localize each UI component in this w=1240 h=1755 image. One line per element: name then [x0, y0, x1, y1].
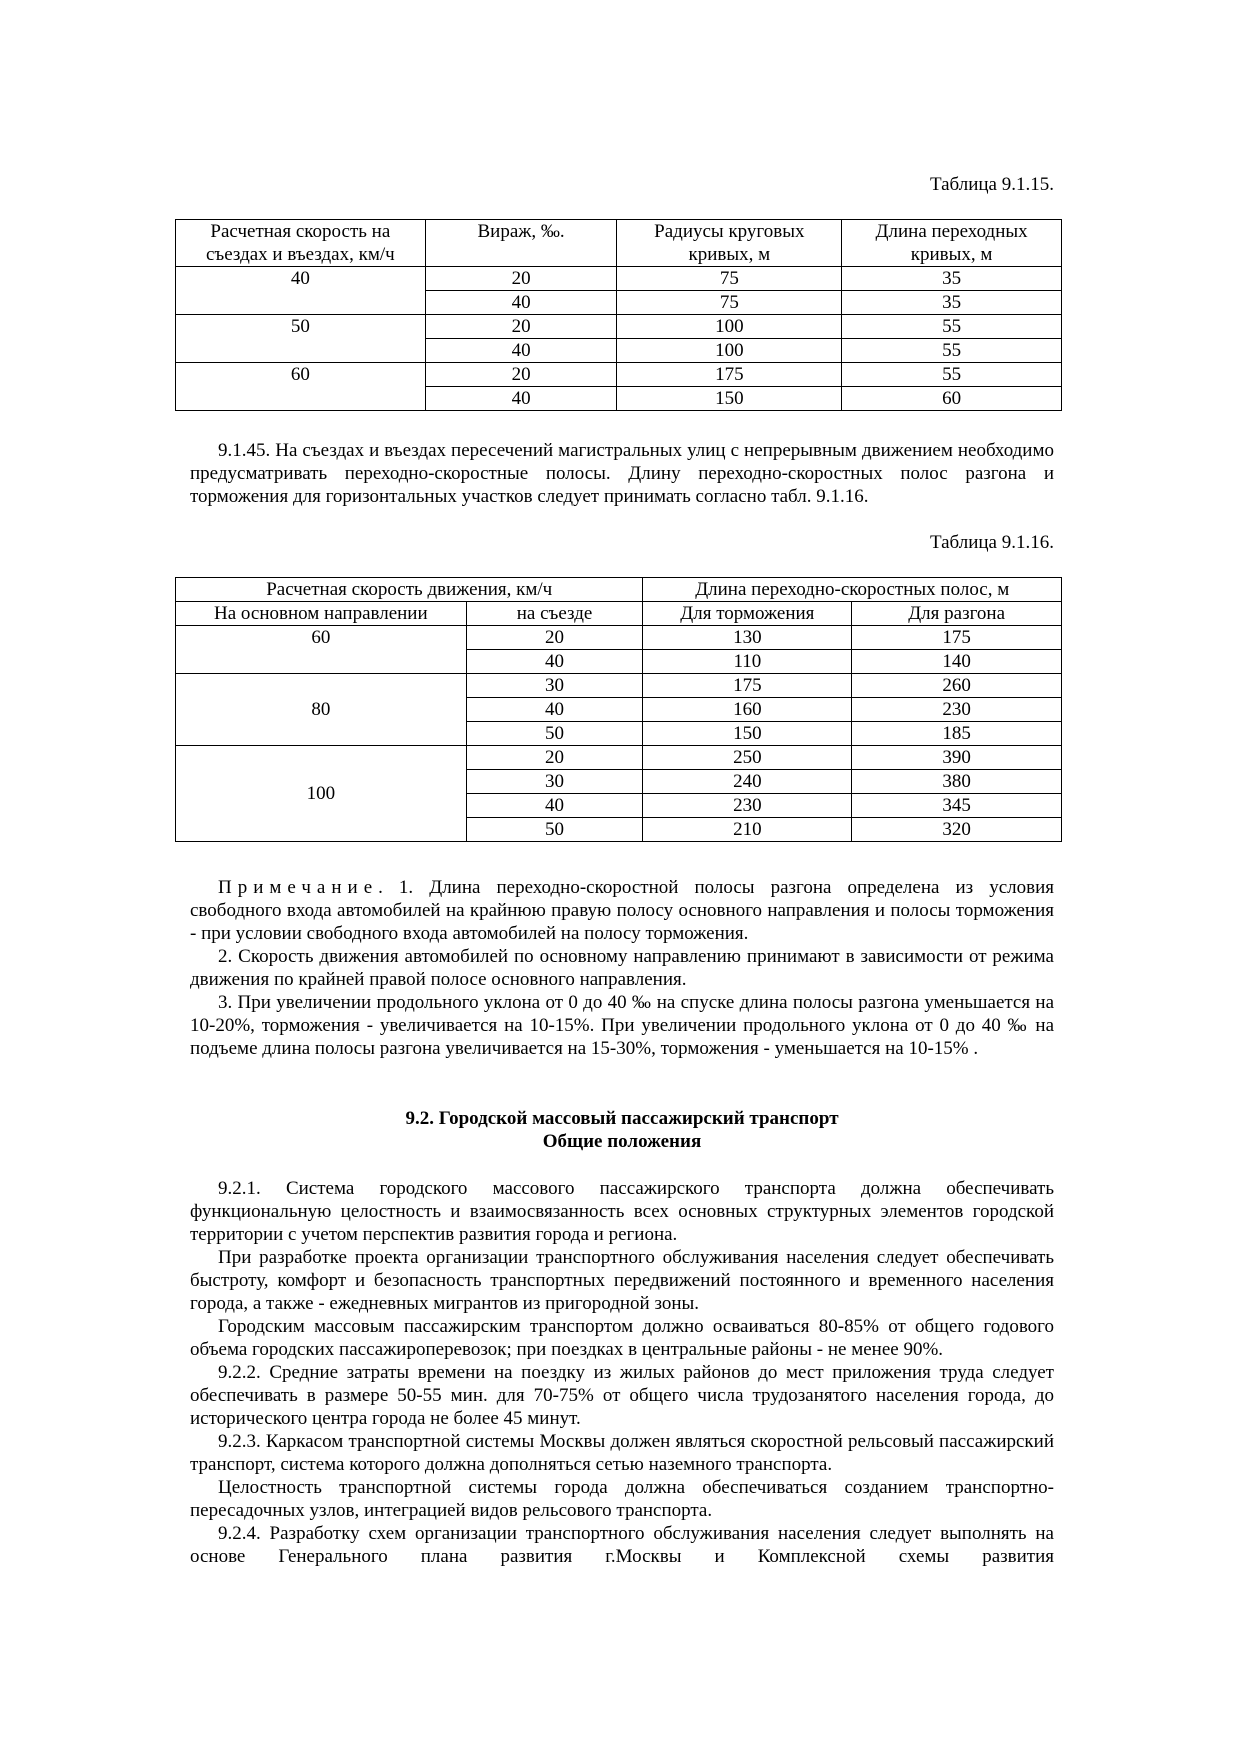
table-row: [176, 267, 1062, 291]
note-paragraph: 3. При увеличении продольного уклона от 0 до 40 ‰ на спуске длина полосы разгона уменьшается на 10-20%, торможения - увеличивается на 10-15%. При увеличении продольного уклона от 0 до 40 ‰ на подъеме длина полосы разгона увеличивается на 15-30%, торможения - уменьшается на 10-15% .: [190, 992, 1054, 1059]
speed-cell: 100: [176, 746, 467, 842]
table-cell: 185: [852, 722, 1062, 746]
table-row: [176, 363, 1062, 387]
section-subtitle: Общие положения: [542, 1131, 702, 1152]
speed-cell: 60: [176, 363, 426, 411]
table-cell: 75: [617, 267, 842, 291]
table-row: [176, 315, 1062, 339]
table-9-1-15: [175, 219, 1062, 411]
table-row: [176, 674, 1062, 698]
table-row: [176, 746, 1062, 770]
table-cell: 20: [466, 746, 643, 770]
table-cell: 390: [852, 746, 1062, 770]
table-cell: 20: [425, 267, 617, 291]
table-note: [190, 876, 1054, 1060]
table-cell: 40: [466, 698, 643, 722]
table-cell: 175: [852, 626, 1062, 650]
table-cell: 140: [852, 650, 1062, 674]
note-paragraph: [190, 876, 1054, 945]
table-caption: Таблица 9.1.15.: [929, 174, 1054, 195]
table-cell: 50: [466, 722, 643, 746]
header-cell: Длина переходно-скоростных полос, м: [643, 578, 1062, 602]
table-cell: 240: [643, 770, 852, 794]
table-cell: 320: [852, 818, 1062, 842]
body-paragraph: 9.2.1. Система городского массового пассажирского транспорта должна обеспечивать функциональную целостность и взаимосвязанность всех основных структурных элементов городской территории с учетом перспектив развития города и региона.: [190, 1178, 1054, 1245]
body-paragraph: 9.2.3. Каркасом транспортной системы Москвы должен являться скоростной рельсовый пассажирский транспорт, система которого должна дополняться сетью наземного транспорта.: [190, 1431, 1054, 1475]
table-cell: 20: [425, 363, 617, 387]
table-cell: 50: [466, 818, 643, 842]
body-paragraph: 9.2.4. Разработку схем организации транспортного обслуживания населения следует выполнять на основе Генерального плана развития г.Москвы и Комплексной схемы развития: [190, 1523, 1054, 1567]
table-subheader-row: [176, 602, 1062, 626]
table-cell: 175: [617, 363, 842, 387]
speed-cell: 80: [176, 674, 467, 746]
section-body: [190, 1177, 1054, 1568]
section-title: 9.2. Городской массовый пассажирский транспорт: [405, 1108, 839, 1129]
speed-cell: 40: [176, 267, 426, 315]
table-header-row: [176, 220, 1062, 267]
table-cell: 345: [852, 794, 1062, 818]
body-paragraph: Целостность транспортной системы города должна обеспечиваться созданием транспортно-пересадочных узлов, интеграцией видов рельсового транспорта.: [190, 1477, 1054, 1521]
table-cell: 150: [617, 387, 842, 411]
table-cell: 20: [466, 626, 643, 650]
table-caption: Таблица 9.1.16.: [929, 532, 1054, 553]
table-cell: 40: [425, 387, 617, 411]
speed-cell: 60: [176, 626, 467, 674]
note-paragraph: 2. Скорость движения автомобилей по основному направлению принимают в зависимости от режима движения по крайней правой полосе основного направления.: [190, 946, 1054, 990]
table-cell: 100: [617, 315, 842, 339]
table-cell: 210: [643, 818, 852, 842]
table-cell: 380: [852, 770, 1062, 794]
table-cell: 40: [425, 291, 617, 315]
paragraph-9-1-45: [190, 439, 1054, 508]
table-cell: 55: [842, 363, 1062, 387]
table-cell: 20: [425, 315, 617, 339]
body-paragraph: При разработке проекта организации транспортного обслуживания населения следует обеспечивать быстроту, комфорт и безопасность транспортных передвижений постоянного и временного населения города, а также - ежедневных мигрантов из пригородной зоны.: [190, 1247, 1054, 1314]
table-row: [176, 626, 1062, 650]
table-cell: 35: [842, 267, 1062, 291]
body-paragraph: Городским массовым пассажирским транспортом должно осваиваться 80-85% от общего годового объема городских пассажироперевозок; при поездках в центральные районы - не менее 90%.: [190, 1316, 1054, 1360]
table-cell: 110: [643, 650, 852, 674]
table-9-1-16: [175, 577, 1062, 842]
header-cell: Длина переходных кривых, м: [842, 220, 1062, 267]
paragraph-text: 9.1.45. На съездах и въездах пересечений магистральных улиц с непрерывным движением необходимо предусматривать переходно-скоростные полосы. Длину переходно-скоростных полос разгона и торможения для горизонтальных участков следует принимать согласно табл. 9.1.16.: [190, 440, 1054, 507]
header-cell: Радиусы круговых кривых, м: [617, 220, 842, 267]
table-cell: 55: [842, 315, 1062, 339]
header-cell: на съезде: [466, 602, 643, 626]
note-word: Примечание: [218, 877, 379, 898]
note-text: . 1. Длина переходно-скоростной полосы разгона определена из условия свободного входа автомобилей на крайнюю правую полосу основного направления и полосы торможения - при условии свободного входа автомобилей на полосу торможения.: [190, 877, 1054, 944]
speed-cell: 50: [176, 315, 426, 363]
table-cell: 150: [643, 722, 852, 746]
table-cell: 55: [842, 339, 1062, 363]
table-cell: 260: [852, 674, 1062, 698]
header-cell: Для торможения: [643, 602, 852, 626]
header-cell: Расчетная скорость на съездах и въездах, км/ч: [176, 220, 426, 267]
table-cell: 250: [643, 746, 852, 770]
table-cell: 35: [842, 291, 1062, 315]
table-cell: 75: [617, 291, 842, 315]
table-cell: 30: [466, 770, 643, 794]
table-cell: 230: [852, 698, 1062, 722]
body-paragraph: 9.2.2. Средние затраты времени на поездку из жилых районов до мест приложения труда следует обеспечивать в размере 50-55 мин. для 70-75% от общего числа трудозанятого населения города, до исторического центра города не более 45 минут.: [190, 1362, 1054, 1429]
header-cell: Вираж, ‰.: [425, 220, 617, 267]
header-cell: Для разгона: [852, 602, 1062, 626]
table-cell: 40: [466, 650, 643, 674]
table-cell: 100: [617, 339, 842, 363]
table-cell: 40: [425, 339, 617, 363]
table-header-row: [176, 578, 1062, 602]
table-cell: 160: [643, 698, 852, 722]
header-cell: На основном направлении: [176, 602, 467, 626]
table-cell: 130: [643, 626, 852, 650]
table-cell: 230: [643, 794, 852, 818]
table-cell: 30: [466, 674, 643, 698]
table-cell: 175: [643, 674, 852, 698]
table-cell: 60: [842, 387, 1062, 411]
table-cell: 40: [466, 794, 643, 818]
header-cell: Расчетная скорость движения, км/ч: [176, 578, 643, 602]
